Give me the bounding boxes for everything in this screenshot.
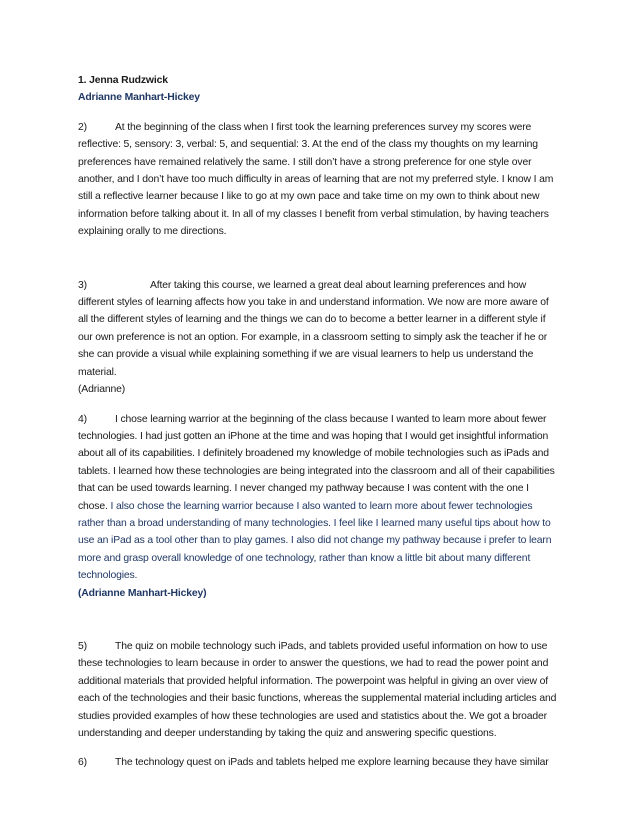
answer-2: [78, 119, 560, 241]
document-content: [78, 72, 560, 772]
answer-6: [78, 754, 560, 771]
answer-5-number: 5): [78, 640, 87, 652]
answer-3-number: 3): [78, 279, 87, 291]
answer-2-text: At the beginning of the class when I first took the learning preferences survey my scores were reflective: 5, sensory: 3, verbal: 5, and sequential: 3. At the end of the class my thoughts on my learning preferences have remained relatively the same. I still don’t have a strong preference for one style over another, and I don’t have too much difficulty in areas of learning that are not my preferred style. I know I am still a reflective learner because I like to go at my own pace and take time on my own to think about new information before talking about it. In all of my classes I benefit from verbal stimulation, by having teachers explaining orally to me directions.: [78, 121, 554, 238]
coauthor-line: Adrianne Manhart-Hickey: [78, 92, 200, 104]
answer-3-attribution: (Adrianne): [78, 384, 126, 396]
answer-4-text: I chose learning warrior at the beginning of the class because I wanted to learn more about fewer technologies. I had just gotten an iPhone at the time and was hoping that I would get insightful information about all of its capabilities. I definitely broadened my knowledge of mobile technologies such as iPads and tablets. I learned how these technologies are being integrated into the classroom and all of their capabilities that can be used towards learning. I never changed my pathway because I was content with the one I chose.: [78, 413, 555, 512]
answer-4-number: 4): [78, 413, 87, 425]
answer-4: [78, 411, 560, 585]
answer-2-number: 2): [78, 121, 87, 133]
answer-5-text: The quiz on mobile technology such iPads, and tablets provided useful information on how to use these technologies to learn because in order to answer the questions, we had to read the power point and additional materials that provided helpful information. The powerpoint was helpful in giving an over view of each of the technologies and their basic functions, whereas the supplemental material including articles and studies provided examples of how these technologies are used and statistics about the. We got a broader understanding and deeper understanding by taking the quiz and answering specific questions.: [78, 640, 557, 739]
answer-5: [78, 638, 560, 742]
answer-4-attribution: (Adrianne Manhart-Hickey): [78, 587, 207, 599]
answer-6-number: 6): [78, 757, 87, 769]
answer-6-text: The technology quest on iPads and tablets helped me explore learning because they have similar: [115, 757, 549, 769]
author-line: 1. Jenna Rudzwick: [78, 75, 168, 86]
answer-3-text: After taking this course, we learned a great deal about learning preferences and how different styles of learning affects how you take in and understand information. We now are more aware of all the different styles of learning and the things we can do to become a better learner in a different style if our own preference is not an option. For example, in a classroom setting to simply ask the teacher if he or she can provide a visual while explaining something if we are visual learners to help us understand the material.: [78, 279, 549, 378]
answer-3: [78, 277, 560, 381]
answer-4-coauthor-text: I also chose the learning warrior because I also wanted to learn more about fewer technologies rather than a broad understanding of many technologies. I feel like I learned many useful tips about how to use an iPad as a tool other than to play games. I also did not change my pathway because i prefer to learn more and grasp overall knowledge of one technology, rather than know a little bit about many different technologies.: [78, 500, 552, 582]
